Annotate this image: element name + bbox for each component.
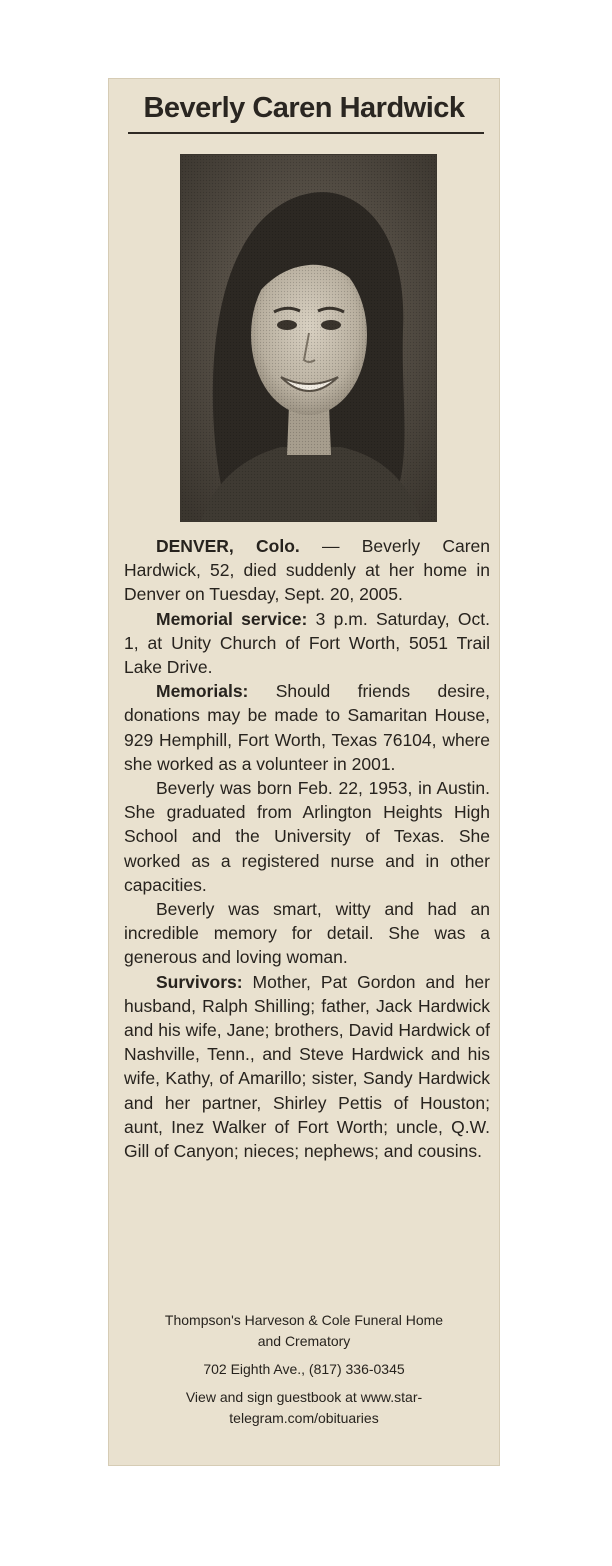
funeral-home-line: Thompson's Harveson & Cole Funeral Home <box>164 1312 444 1328</box>
paragraph-text: Beverly was smart, witty and had an incredible memory for detail. She was a generous and loving woman. <box>124 899 490 968</box>
funeral-home-line: and Crematory <box>257 1333 351 1349</box>
obituary-headline: Beverly Caren Hardwick <box>143 92 465 124</box>
paragraph-text: Beverly was born Feb. 22, 1953, in Austin. She graduated from Arlington Heights High School and the University of Texas. She worked as a registered nurse and in other capacities. <box>124 778 490 895</box>
obituary-body <box>124 534 490 1163</box>
guestbook-line: View and sign guestbook at www.star- <box>185 1389 423 1405</box>
paragraph-lead: DENVER, Colo. <box>156 536 300 556</box>
paragraph-memorials <box>124 679 490 776</box>
portrait-image <box>181 155 436 521</box>
paragraph-text: 3 p.m. Saturday, Oct. 1, at Unity Church of Fort Worth, 5051 Trail Lake Drive. <box>124 608 490 678</box>
paragraph-lead: Survivors: <box>156 971 243 992</box>
paragraph-survivors <box>124 970 490 1164</box>
paragraph-lead: Memorials: <box>156 681 249 702</box>
paragraph-memorial-service <box>124 607 490 680</box>
funeral-home-address: 702 Eighth Ave., (817) 336-0345 <box>203 1361 405 1377</box>
paragraph-lead: Memorial service: <box>156 608 308 629</box>
portrait-photo <box>180 154 437 522</box>
paragraph-biography <box>124 776 490 897</box>
funeral-home-credit <box>108 1310 500 1429</box>
headline-rule <box>128 132 484 134</box>
paragraph-character <box>124 897 490 970</box>
guestbook-line: telegram.com/obituaries <box>229 1410 379 1426</box>
paragraph-text: Mother, Pat Gordon and her husband, Ralph Shilling; father, Jack Hardwick and his wife, Jane; brothers, David Hardwick of Nashville, Tenn., and Steve Hardwick and his wife, Kathy, of Amarillo; sister, Sandy Hardwick and her partner, Shirley Pettis of Houston; aunt, Inez Walker of Fort Worth; uncle, Q.W. Gill of Canyon; nieces; nephews; and cousins. <box>124 971 490 1162</box>
paragraph-dateline <box>124 534 490 607</box>
paragraph-text: Should friends desire, donations may be made to Samaritan House, 929 Hemphill, Fort Worth, Texas 76104, where she worked as a volunteer in 2001. <box>124 681 490 774</box>
paragraph-text: — Beverly Caren Hardwick, 52, died suddenly at her home in Denver on Tuesday, Sept. 20, 2005. <box>124 536 490 605</box>
obituary-clipping <box>108 78 500 1466</box>
